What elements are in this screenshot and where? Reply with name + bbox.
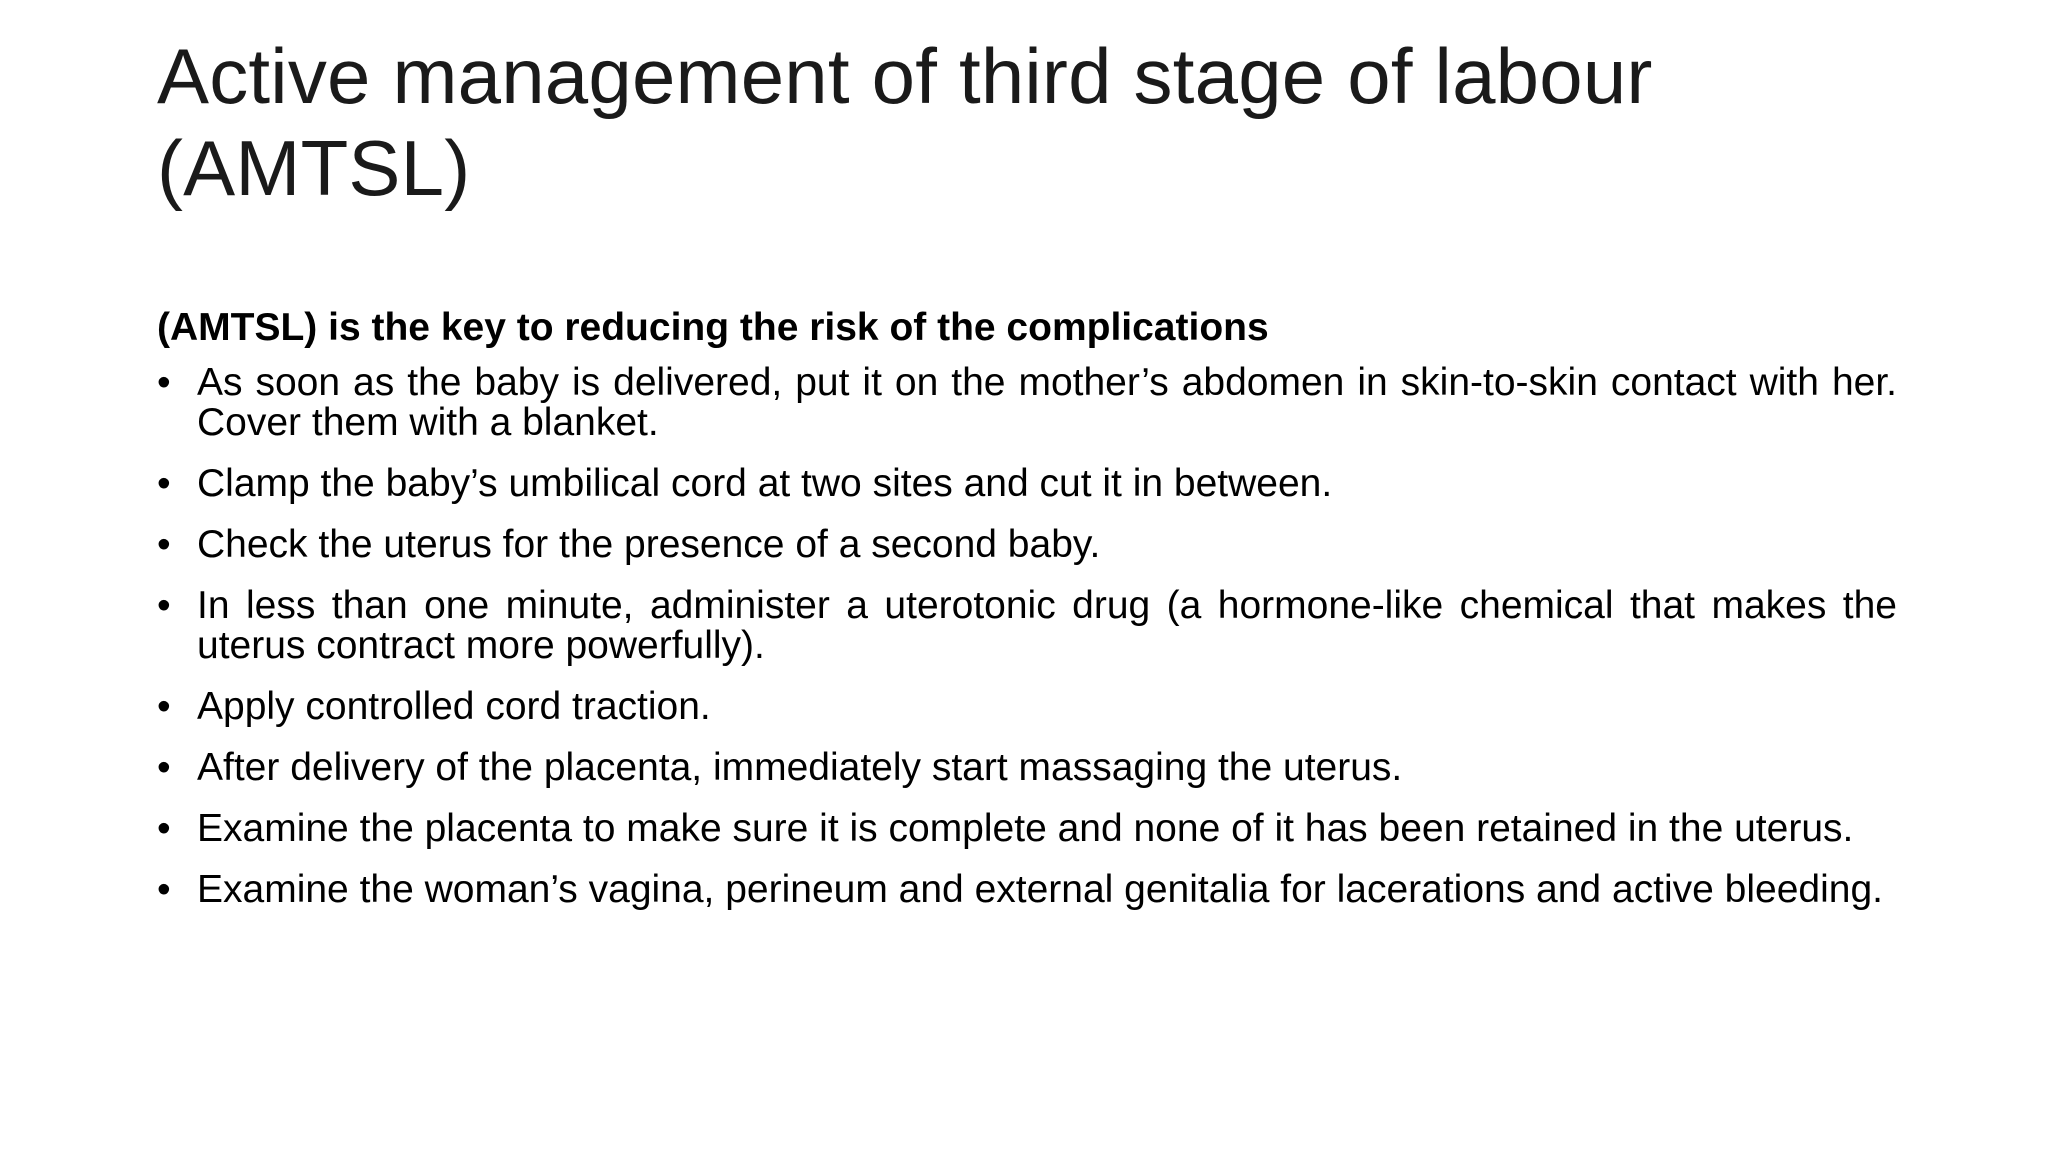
bullet-icon: •: [157, 685, 171, 728]
list-item-text: Apply controlled cord traction.: [197, 685, 711, 728]
bullet-icon: •: [157, 746, 171, 789]
list-item-text: In less than one minute, administer a uterotonic drug (a hormone-like chemical that makes the uterus contract more powerfully).: [197, 584, 1897, 667]
bullet-icon: •: [157, 361, 171, 404]
list-item-text: Clamp the baby’s umbilical cord at two sites and cut it in between.: [197, 462, 1333, 505]
lead-statement: (AMTSL) is the key to reducing the risk of the complications: [157, 306, 1269, 349]
list-item: [157, 748, 1897, 788]
list-item: [157, 464, 1897, 504]
list-item-text: As soon as the baby is delivered, put it on the mother’s abdomen in skin-to-skin contact with her. Cover them with a blanket.: [197, 361, 1897, 444]
slide-body: [157, 305, 1897, 931]
bullet-icon: •: [157, 807, 171, 850]
list-item-text: Examine the placenta to make sure it is complete and none of it has been retained in the uterus.: [197, 807, 1854, 850]
bullet-icon: •: [157, 584, 171, 627]
bullet-icon: •: [157, 462, 171, 505]
list-item: [157, 586, 1897, 666]
bullet-icon: •: [157, 523, 171, 566]
list-item: [157, 525, 1897, 565]
slide-title: Active management of third stage of labour (AMTSL): [157, 32, 1653, 212]
list-item: [157, 363, 1897, 443]
bullet-icon: •: [157, 868, 171, 911]
list-item-text: Examine the woman’s vagina, perineum and external genitalia for lacerations and active bleeding.: [197, 868, 1883, 911]
list-item: [157, 870, 1897, 910]
list-item-text: Check the uterus for the presence of a second baby.: [197, 523, 1101, 566]
list-item-text: After delivery of the placenta, immediately start massaging the uterus.: [197, 746, 1403, 789]
list-item: [157, 809, 1897, 849]
bullet-list: [157, 363, 1897, 910]
list-item: [157, 687, 1897, 727]
